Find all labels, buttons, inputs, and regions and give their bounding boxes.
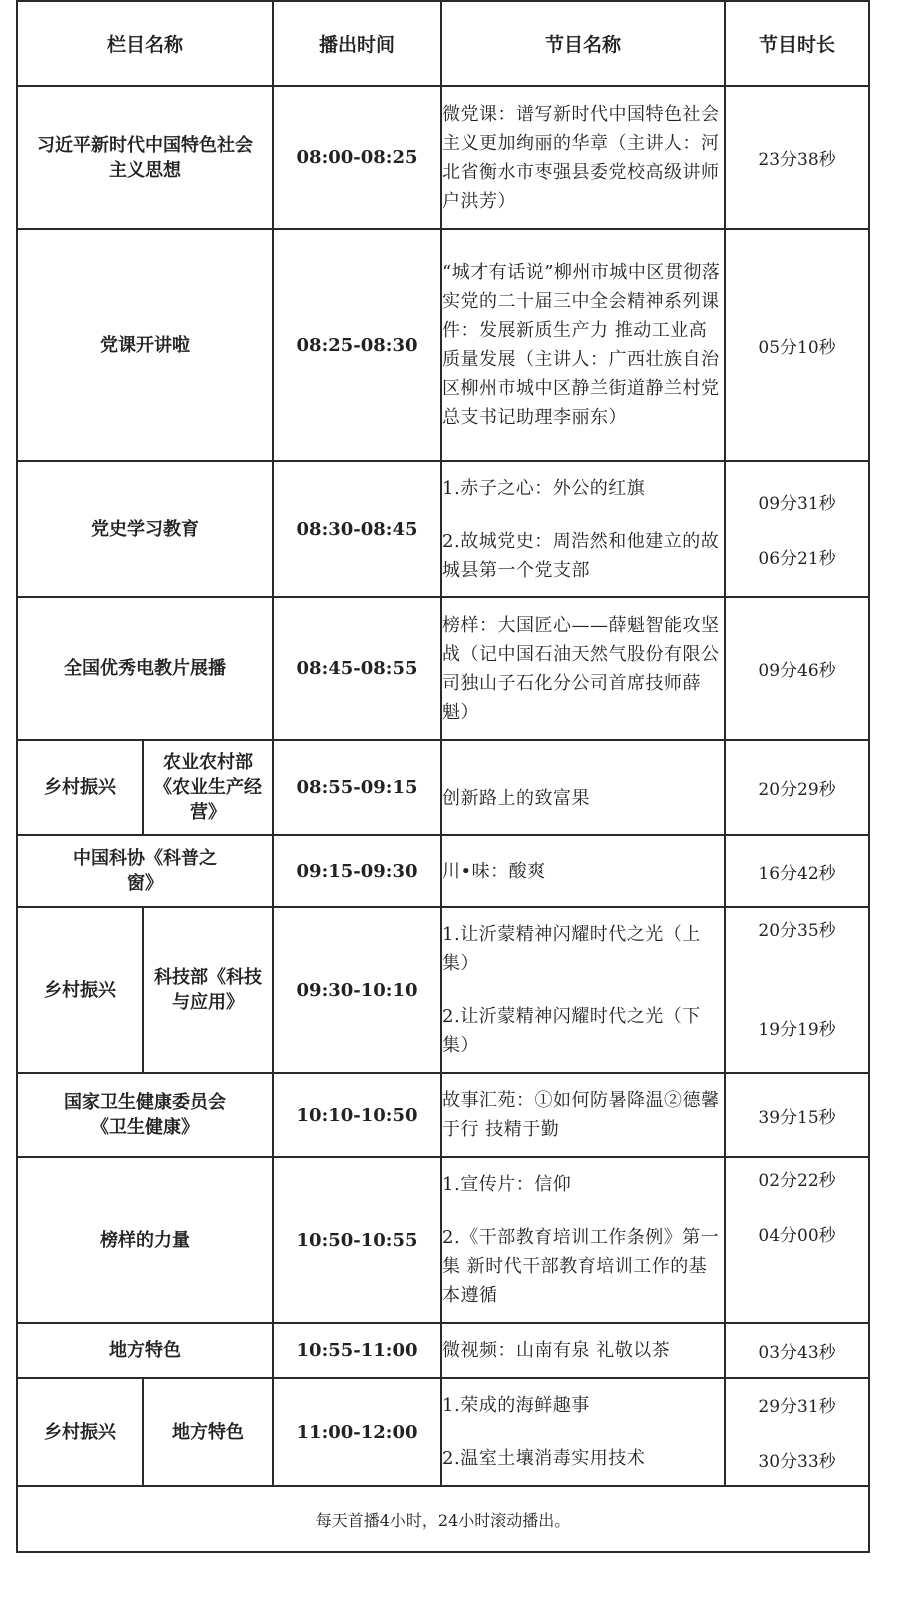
- program-name-cell: [441, 1073, 725, 1157]
- column-name-cell: 党史学习教育: [17, 461, 273, 597]
- broadcast-time-cell: 08:45-08:55: [273, 597, 441, 740]
- duration-value: 16分42秒: [758, 863, 836, 884]
- footer-note: 每天首播4小时，24小时滚动播出。: [17, 1486, 869, 1552]
- duration-value: 39分15秒: [758, 1107, 836, 1128]
- column-name-cell: 地方特色: [17, 1323, 273, 1378]
- program-item: 1.让沂蒙精神闪耀时代之光（上集）: [442, 924, 701, 974]
- duration-cell: [725, 461, 869, 597]
- header-column-name: 栏目名称: [17, 1, 273, 86]
- table-row: [17, 597, 869, 740]
- column-name-cell: 乡村振兴: [17, 740, 143, 835]
- duration-cell: [725, 229, 869, 461]
- duration-cell: [725, 907, 869, 1073]
- program-item: 榜样：大国匠心——薛魁智能攻坚战（记中国石油天然气股份有限公司独山子石化分公司首席技师薛魁）: [442, 614, 720, 723]
- program-name-cell: [441, 1323, 725, 1378]
- duration-cell: [725, 1073, 869, 1157]
- duration-cell: [725, 597, 869, 740]
- duration-cell: [725, 86, 869, 229]
- program-item: 川•味：酸爽: [442, 860, 546, 882]
- duration-cell: [725, 1157, 869, 1323]
- program-name-cell: [441, 229, 725, 461]
- header-row: [17, 1, 869, 86]
- column-name-cell: 乡村振兴: [17, 907, 143, 1073]
- column-name-cell: 榜样的力量: [17, 1157, 273, 1323]
- column-name-cell: 全国优秀电教片展播: [17, 597, 273, 740]
- header-broadcast-time: 播出时间: [273, 1, 441, 86]
- footer-row: [17, 1486, 869, 1552]
- program-name-cell: [441, 86, 725, 229]
- broadcast-time-cell: 09:30-10:10: [273, 907, 441, 1073]
- schedule-table: [16, 0, 870, 1553]
- program-item: 微视频：山南有泉 礼敬以茶: [442, 1340, 671, 1361]
- sub-column-name-cell: 地方特色: [143, 1378, 273, 1486]
- program-name-cell: [441, 907, 725, 1073]
- duration-cell: [725, 1323, 869, 1378]
- program-item: 2.故城党史：周浩然和他建立的故城县第一个党支部: [442, 530, 720, 581]
- program-name-cell: [441, 1157, 725, 1323]
- program-item: 1.宣传片：信仰: [442, 1174, 572, 1195]
- table-row: [17, 907, 869, 1073]
- duration-value: 09分31秒: [758, 494, 836, 514]
- program-item: 2.温室土壤消毒实用技术: [442, 1448, 646, 1469]
- table-row: [17, 1378, 869, 1486]
- duration-value: 20分29秒: [758, 780, 836, 800]
- broadcast-time-cell: 08:30-08:45: [273, 461, 441, 597]
- program-item: “城才有话说”柳州市城中区贯彻落实党的二十届三中全会精神系列课件：发展新质生产力 推动工业高质量发展（主讲人：广西壮族自治区柳州市城中区静兰街道静兰村党总支书记助理李丽东）: [442, 262, 721, 428]
- broadcast-time-cell: 08:55-09:15: [273, 740, 441, 835]
- duration-value: 03分43秒: [758, 1343, 836, 1363]
- column-name-cell: 中国科协《科普之窗》: [17, 835, 273, 907]
- duration-value: 04分00秒: [758, 1226, 836, 1246]
- program-name-cell: [441, 597, 725, 740]
- broadcast-time-cell: 10:10-10:50: [273, 1073, 441, 1157]
- broadcast-time-cell: 09:15-09:30: [273, 835, 441, 907]
- program-item: 1.赤子之心：外公的红旗: [442, 477, 646, 499]
- program-item: 故事汇苑：①如何防暑降温②德馨于行 技精于勤: [442, 1090, 720, 1140]
- duration-value: 19分19秒: [758, 1020, 836, 1040]
- duration-value: 02分22秒: [758, 1171, 836, 1191]
- column-name-cell: 乡村振兴: [17, 1378, 143, 1486]
- column-name-cell: 习近平新时代中国特色社会主义思想: [17, 86, 273, 229]
- header-duration: 节目时长: [725, 1, 869, 86]
- program-item: 创新路上的致富果: [442, 788, 591, 809]
- table-row: [17, 740, 869, 835]
- table-row: [17, 1157, 869, 1323]
- duration-value: 05分10秒: [758, 337, 836, 358]
- duration-value: 23分38秒: [758, 150, 836, 170]
- broadcast-time-cell: 08:25-08:30: [273, 229, 441, 461]
- column-name-cell: 国家卫生健康委员会《卫生健康》: [17, 1073, 273, 1157]
- program-name-cell: [441, 1378, 725, 1486]
- broadcast-time-cell: 10:55-11:00: [273, 1323, 441, 1378]
- sub-column-name-cell: 农业农村部《农业生产经营》: [143, 740, 273, 835]
- duration-cell: [725, 835, 869, 907]
- program-item: 1.荣成的海鲜趣事: [442, 1395, 590, 1416]
- table-row: [17, 229, 869, 461]
- broadcast-time-cell: 08:00-08:25: [273, 86, 441, 229]
- program-item: 微党课：谱写新时代中国特色社会主义更加绚丽的华章（主讲人：河北省衡水市枣强县委党校高级讲师户洪芳）: [442, 103, 720, 212]
- program-name-cell: [441, 740, 725, 835]
- duration-value: 20分35秒: [758, 921, 836, 941]
- duration-value: 30分33秒: [758, 1452, 836, 1472]
- header-program-name: 节目名称: [441, 1, 725, 86]
- program-item: 2.《干部教育培训工作条例》第一集 新时代干部教育培训工作的基本遵循: [442, 1227, 720, 1306]
- sub-column-name-cell: 科技部《科技与应用》: [143, 907, 273, 1073]
- program-name-cell: [441, 461, 725, 597]
- table-row: [17, 461, 869, 597]
- duration-value: 09分46秒: [758, 661, 836, 681]
- program-item: 2.让沂蒙精神闪耀时代之光（下集）: [442, 1006, 701, 1056]
- duration-value: 06分21秒: [758, 549, 836, 569]
- table-row: [17, 1323, 869, 1378]
- broadcast-time-cell: 10:50-10:55: [273, 1157, 441, 1323]
- duration-value: 29分31秒: [758, 1397, 836, 1417]
- column-name-cell: 党课开讲啦: [17, 229, 273, 461]
- table-row: [17, 1073, 869, 1157]
- broadcast-time-cell: 11:00-12:00: [273, 1378, 441, 1486]
- duration-cell: [725, 1378, 869, 1486]
- table-row: [17, 835, 869, 907]
- program-name-cell: [441, 835, 725, 907]
- table-row: [17, 86, 869, 229]
- duration-cell: [725, 740, 869, 835]
